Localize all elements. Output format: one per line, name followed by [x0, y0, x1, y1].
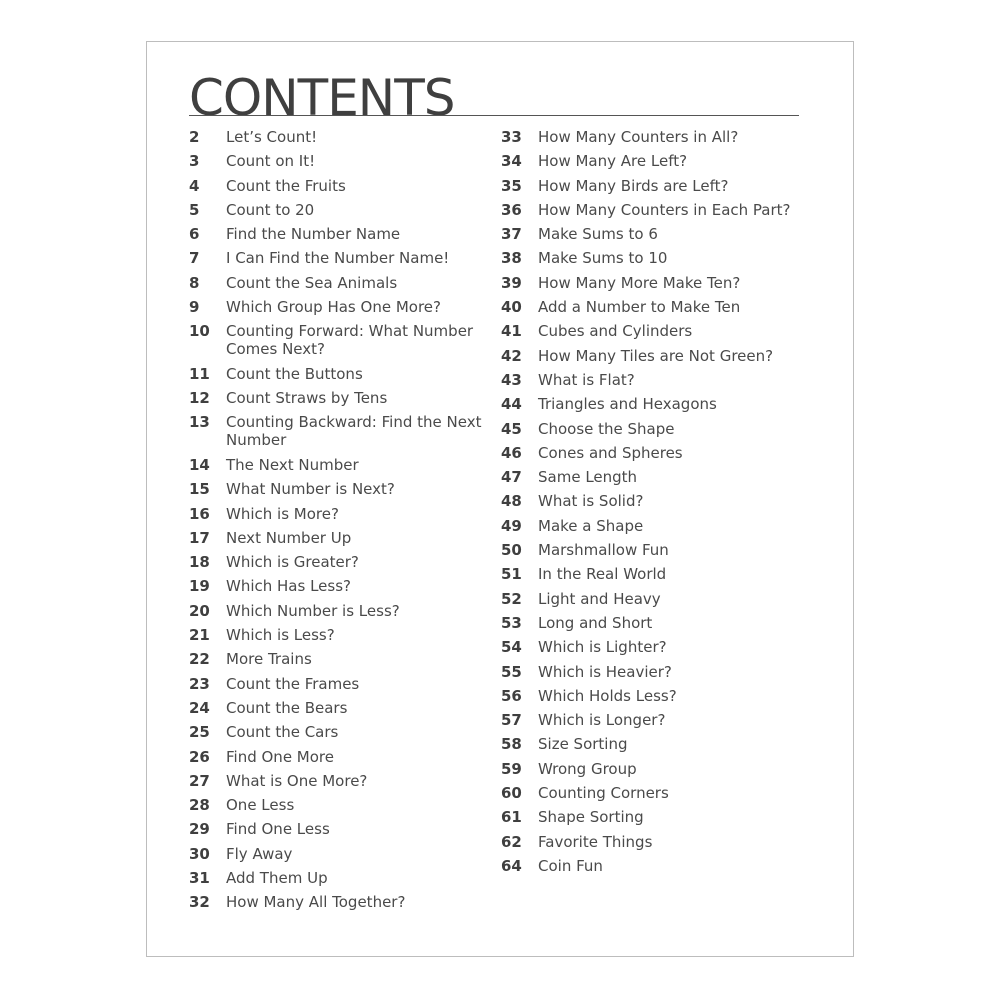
toc-page-number: 33 [501, 128, 522, 146]
toc-entry-title: One Less [226, 796, 295, 815]
toc-entry-title: Count to 20 [226, 200, 315, 219]
toc-entry [189, 820, 489, 844]
toc-entry-title: Which Holds Less? [538, 686, 677, 705]
toc-entry [501, 711, 801, 735]
toc-page-number: 60 [501, 784, 522, 803]
toc-entry [501, 590, 801, 614]
toc-entry [501, 322, 801, 346]
toc-page-number: 42 [501, 346, 522, 365]
toc-entry-title: What Number is Next? [226, 480, 395, 499]
toc-page-number: 48 [501, 492, 522, 511]
toc-entry-title: The Next Number [226, 455, 359, 474]
toc-entry [189, 152, 489, 176]
toc-entry-title: Add Them Up [226, 869, 328, 888]
toc-entry-title: Triangles and Hexagons [538, 395, 717, 414]
toc-entry-title: How Many Tiles are Not Green? [538, 346, 774, 365]
toc-page-number: 45 [501, 419, 522, 438]
toc-entry [501, 857, 801, 881]
toc-entry-title: How Many Birds are Left? [538, 176, 729, 195]
toc-page-number: 53 [501, 613, 522, 632]
toc-entry [501, 249, 801, 273]
toc-page-number: 6 [189, 225, 200, 244]
toc-page-number: 31 [189, 869, 210, 888]
toc-entry-title: I Can Find the Number Name! [226, 249, 450, 268]
toc-page-number: 25 [189, 723, 210, 742]
toc-entry [501, 517, 801, 541]
toc-entry-title: Count the Buttons [226, 364, 363, 383]
toc-entry [189, 650, 489, 674]
toc-entry-title: What is Solid? [538, 492, 644, 511]
toc-page-number: 19 [189, 577, 210, 596]
toc-page-number: 40 [501, 298, 522, 317]
toc-entry-title: Next Number Up [226, 528, 352, 547]
toc-entry [501, 347, 801, 371]
toc-entry-title: How Many Counters in All? [538, 128, 739, 146]
toc-entry-title: Add a Number to Make Ten [538, 298, 741, 317]
toc-entry-title: Choose the Shape [538, 419, 675, 438]
toc-entry [501, 492, 801, 516]
toc-entry-title: Count the Fruits [226, 176, 346, 195]
toc-page-number: 21 [189, 626, 210, 645]
page-title: CONTENTS [189, 69, 455, 127]
toc-page-number: 29 [189, 820, 210, 839]
toc-entry [501, 808, 801, 832]
toc-entry [189, 553, 489, 577]
toc-entry [501, 735, 801, 759]
toc-page-number: 22 [189, 650, 210, 669]
toc-page-number: 61 [501, 808, 522, 827]
toc-page-number: 39 [501, 273, 522, 292]
toc-page-number: 62 [501, 832, 522, 851]
toc-entry [501, 468, 801, 492]
toc-entry-title: Make a Shape [538, 516, 644, 535]
toc-page-number: 4 [189, 176, 200, 195]
toc-entry [189, 456, 489, 480]
title-underline [189, 115, 799, 116]
toc-page-number: 8 [189, 273, 200, 292]
toc-page-number: 46 [501, 443, 522, 462]
toc-page-number: 10 [189, 322, 210, 341]
toc-entry-title: Which is Heavier? [538, 662, 672, 681]
contents-left-column [189, 128, 489, 918]
toc-page-number: 35 [501, 176, 522, 195]
toc-entry-title: Count the Cars [226, 723, 339, 742]
toc-entry [501, 152, 801, 176]
toc-entry [501, 565, 801, 589]
toc-page-number: 23 [189, 674, 210, 693]
toc-entry-title: Count on It! [226, 152, 316, 171]
toc-entry [501, 760, 801, 784]
toc-entry-title: Which is Greater? [226, 553, 359, 572]
toc-entry [501, 274, 801, 298]
toc-entry [189, 699, 489, 723]
toc-entry [501, 298, 801, 322]
toc-entry [189, 602, 489, 626]
toc-entry [501, 833, 801, 857]
toc-page-number: 51 [501, 565, 522, 584]
toc-entry-title: Marshmallow Fun [538, 541, 669, 560]
toc-entry [501, 614, 801, 638]
toc-entry-title: Same Length [538, 468, 638, 487]
toc-page-number: 54 [501, 638, 522, 657]
toc-entry [189, 201, 489, 225]
toc-entry-title: Find One Less [226, 820, 330, 839]
toc-entry-title: Cones and Spheres [538, 443, 683, 462]
toc-entry-title: Which Number is Less? [226, 601, 400, 620]
toc-entry [189, 298, 489, 322]
toc-page-number: 32 [189, 893, 210, 912]
toc-page-number: 50 [501, 541, 522, 560]
toc-entry [501, 444, 801, 468]
toc-entry-title: Count the Bears [226, 698, 348, 717]
toc-entry-title: In the Real World [538, 565, 667, 584]
toc-page-number: 11 [189, 364, 210, 383]
toc-entry-title: More Trains [226, 650, 312, 669]
toc-page-number: 59 [501, 759, 522, 778]
toc-entry [189, 772, 489, 796]
toc-entry [189, 365, 489, 389]
toc-entry-title: What is One More? [226, 771, 368, 790]
toc-page-number: 15 [189, 480, 210, 499]
toc-entry-title: Size Sorting [538, 735, 628, 754]
toc-entry [189, 577, 489, 601]
toc-page-number: 27 [189, 771, 210, 790]
toc-entry [189, 723, 489, 747]
toc-entry [189, 796, 489, 820]
toc-page-number: 16 [189, 504, 210, 523]
toc-entry [189, 413, 489, 456]
toc-entry [189, 529, 489, 553]
toc-entry-title: Count Straws by Tens [226, 389, 388, 408]
toc-page-number: 17 [189, 528, 210, 547]
toc-entry-title: Which Has Less? [226, 577, 351, 596]
toc-entry [501, 371, 801, 395]
toc-entry [501, 687, 801, 711]
toc-entry [501, 225, 801, 249]
toc-entry-title: Find One More [226, 747, 334, 766]
toc-entry [501, 420, 801, 444]
toc-page-number: 41 [501, 322, 522, 341]
toc-entry-title: Count the Frames [226, 674, 360, 693]
toc-entry-title: Coin Fun [538, 856, 603, 875]
toc-entry [189, 626, 489, 650]
toc-entry [189, 505, 489, 529]
toc-entry-title: Long and Short [538, 613, 653, 632]
toc-entry [501, 541, 801, 565]
toc-entry [501, 395, 801, 419]
toc-entry-title: Counting Backward: Find the Next Number [226, 413, 482, 450]
toc-page-number: 64 [501, 856, 522, 875]
toc-entry-title: Light and Heavy [538, 589, 661, 608]
toc-entry-title: Let’s Count! [226, 128, 318, 146]
toc-entry-title: Which is Longer? [538, 711, 666, 730]
toc-entry-title: Which Group Has One More? [226, 298, 441, 317]
toc-entry-title: Cubes and Cylinders [538, 322, 693, 341]
toc-entry [501, 663, 801, 687]
toc-entry [189, 274, 489, 298]
toc-page-number: 37 [501, 225, 522, 244]
toc-entry [189, 177, 489, 201]
toc-entry [189, 225, 489, 249]
toc-entry [189, 869, 489, 893]
toc-entry [501, 784, 801, 808]
toc-entry-title: Favorite Things [538, 832, 653, 851]
toc-entry-title: Shape Sorting [538, 808, 644, 827]
toc-entry-title: Count the Sea Animals [226, 273, 398, 292]
toc-entry-title: Which is More? [226, 504, 339, 523]
toc-page-number: 18 [189, 553, 210, 572]
toc-page-number: 49 [501, 516, 522, 535]
toc-page-number: 38 [501, 249, 522, 268]
toc-entry-title: Make Sums to 10 [538, 249, 668, 268]
toc-entry [501, 201, 801, 225]
toc-entry [189, 322, 489, 365]
toc-entry [189, 480, 489, 504]
toc-entry-title: Counting Forward: What Number Comes Next? [226, 322, 474, 359]
toc-page-number: 5 [189, 200, 200, 219]
toc-page-number: 47 [501, 468, 522, 487]
toc-entry [189, 249, 489, 273]
toc-entry [189, 845, 489, 869]
toc-entry [189, 893, 489, 917]
toc-page-number: 24 [189, 698, 210, 717]
toc-entry-title: How Many All Together? [226, 893, 406, 912]
toc-page-number: 58 [501, 735, 522, 754]
toc-page-number: 14 [189, 455, 210, 474]
toc-page-number: 3 [189, 152, 200, 171]
toc-page-number: 12 [189, 389, 210, 408]
toc-page-number: 55 [501, 662, 522, 681]
toc-page-number: 30 [189, 844, 210, 863]
toc-page-number: 57 [501, 711, 522, 730]
toc-entry-title: How Many Counters in Each Part? [538, 200, 791, 219]
toc-page-number: 13 [189, 413, 210, 432]
toc-page-number: 7 [189, 249, 200, 268]
toc-page-number: 52 [501, 589, 522, 608]
toc-entry [501, 638, 801, 662]
toc-entry-title: Fly Away [226, 844, 293, 863]
toc-entry [189, 128, 489, 152]
contents-right-column [501, 128, 801, 881]
toc-page-number: 9 [189, 298, 200, 317]
toc-entry-title: Wrong Group [538, 759, 637, 778]
toc-entry-title: Which is Lighter? [538, 638, 667, 657]
toc-entry-title: Which is Less? [226, 626, 335, 645]
toc-entry-title: How Many More Make Ten? [538, 273, 741, 292]
toc-page-number: 26 [189, 747, 210, 766]
toc-entry [189, 748, 489, 772]
toc-entry [501, 128, 801, 152]
toc-entry-title: How Many Are Left? [538, 152, 688, 171]
toc-entry [189, 675, 489, 699]
toc-page-number: 34 [501, 152, 522, 171]
toc-page-number: 36 [501, 200, 522, 219]
toc-page-number: 28 [189, 796, 210, 815]
toc-entry-title: Make Sums to 6 [538, 225, 658, 244]
toc-page-number: 2 [189, 128, 200, 146]
toc-page-number: 20 [189, 601, 210, 620]
toc-page-number: 56 [501, 686, 522, 705]
toc-entry-title: What is Flat? [538, 370, 635, 389]
toc-entry [501, 177, 801, 201]
toc-entry [189, 389, 489, 413]
toc-entry-title: Find the Number Name [226, 225, 401, 244]
toc-page-number: 43 [501, 370, 522, 389]
toc-entry-title: Counting Corners [538, 784, 669, 803]
toc-page-number: 44 [501, 395, 522, 414]
